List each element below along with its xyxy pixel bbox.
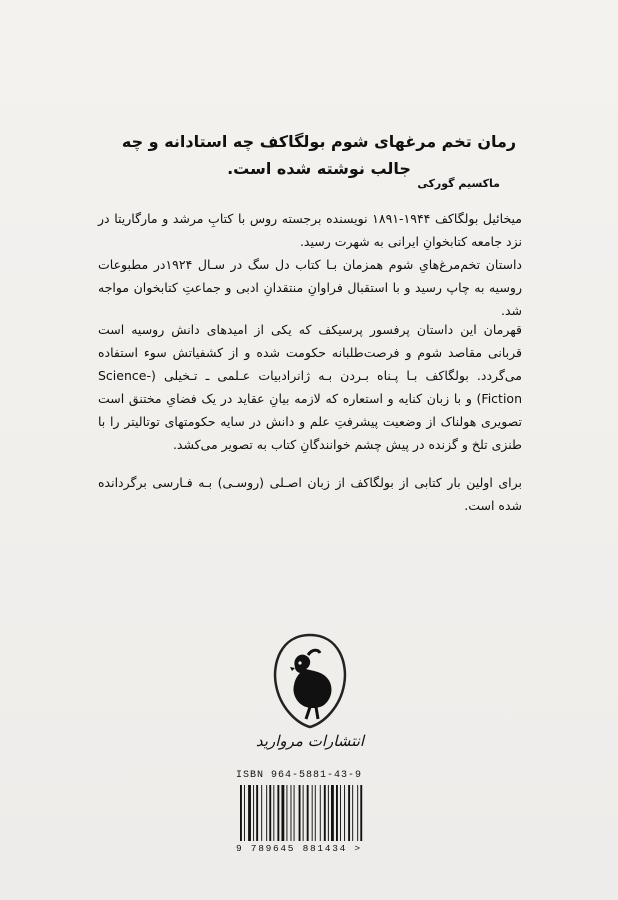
quote-text: رمان تخم مرغهای شوم بولگاکف چه استادانه و چه جالب نوشته شده است. [121, 132, 517, 178]
publisher-logo-bird-icon [262, 627, 358, 745]
quote-author: ماکسیم گورکی [417, 177, 500, 190]
barcode-digits: 9 789645 881434 > [236, 843, 362, 854]
paragraph-publication: داستان تخم‌مرغ‌هایِ شوم همزمان بـا کتاب دل سگ در سـال ۱۹۲۴در مطبوعات روسیه به چاپ رسید و با استقبال فراوانِ منتقدانِ ادبی و جماعتِ کتابخوان مواجه شد. [98, 257, 522, 318]
paragraph-author-bio: میخائیل بولگاکف ۱۹۴۴-۱۸۹۱ نویسنده برجسته روس با کتابِ مرشد و مارگاریتا در نزد جامعه کتابخوانِ ایرانی به شهرت رسید. [98, 211, 522, 249]
publisher-name: انتشارات مروارید [255, 732, 365, 750]
isbn-label: ISBN 964-5881-43-9 [236, 770, 363, 781]
barcode [236, 785, 382, 847]
paragraph-plot: قهرمان این داستان پرفسور پرسیکف که یکی از امیدهای دانش روسیه است قربانی مقاصد شوم و فرصت‌طلبانه حکومت شده و از کشفیاتش سوء استفاده می‌گردد. بولگاکف بـا پـناه بـردن بـه ژانرادبیات عـلمی ـ تـخیلی (Science-Fiction) و با زبان کنایه و استعاره که لازمه بیانِ عقاید در یک فضایِ مختنق است تصویری هولناک از وضعیت پیشرفتِ علم و دانش در سایه حکومتهای توتالیتر را با طنزی تلخ و گزنده در پیش چشم خوانندگانِ کتاب به تصویر می‌کشد. [98, 322, 522, 452]
paragraph-translation: برای اولین بار کتابی از بولگاکف از زبان اصـلی (روسـی) بـه فـارسی برگردانده شده است. [98, 475, 522, 513]
